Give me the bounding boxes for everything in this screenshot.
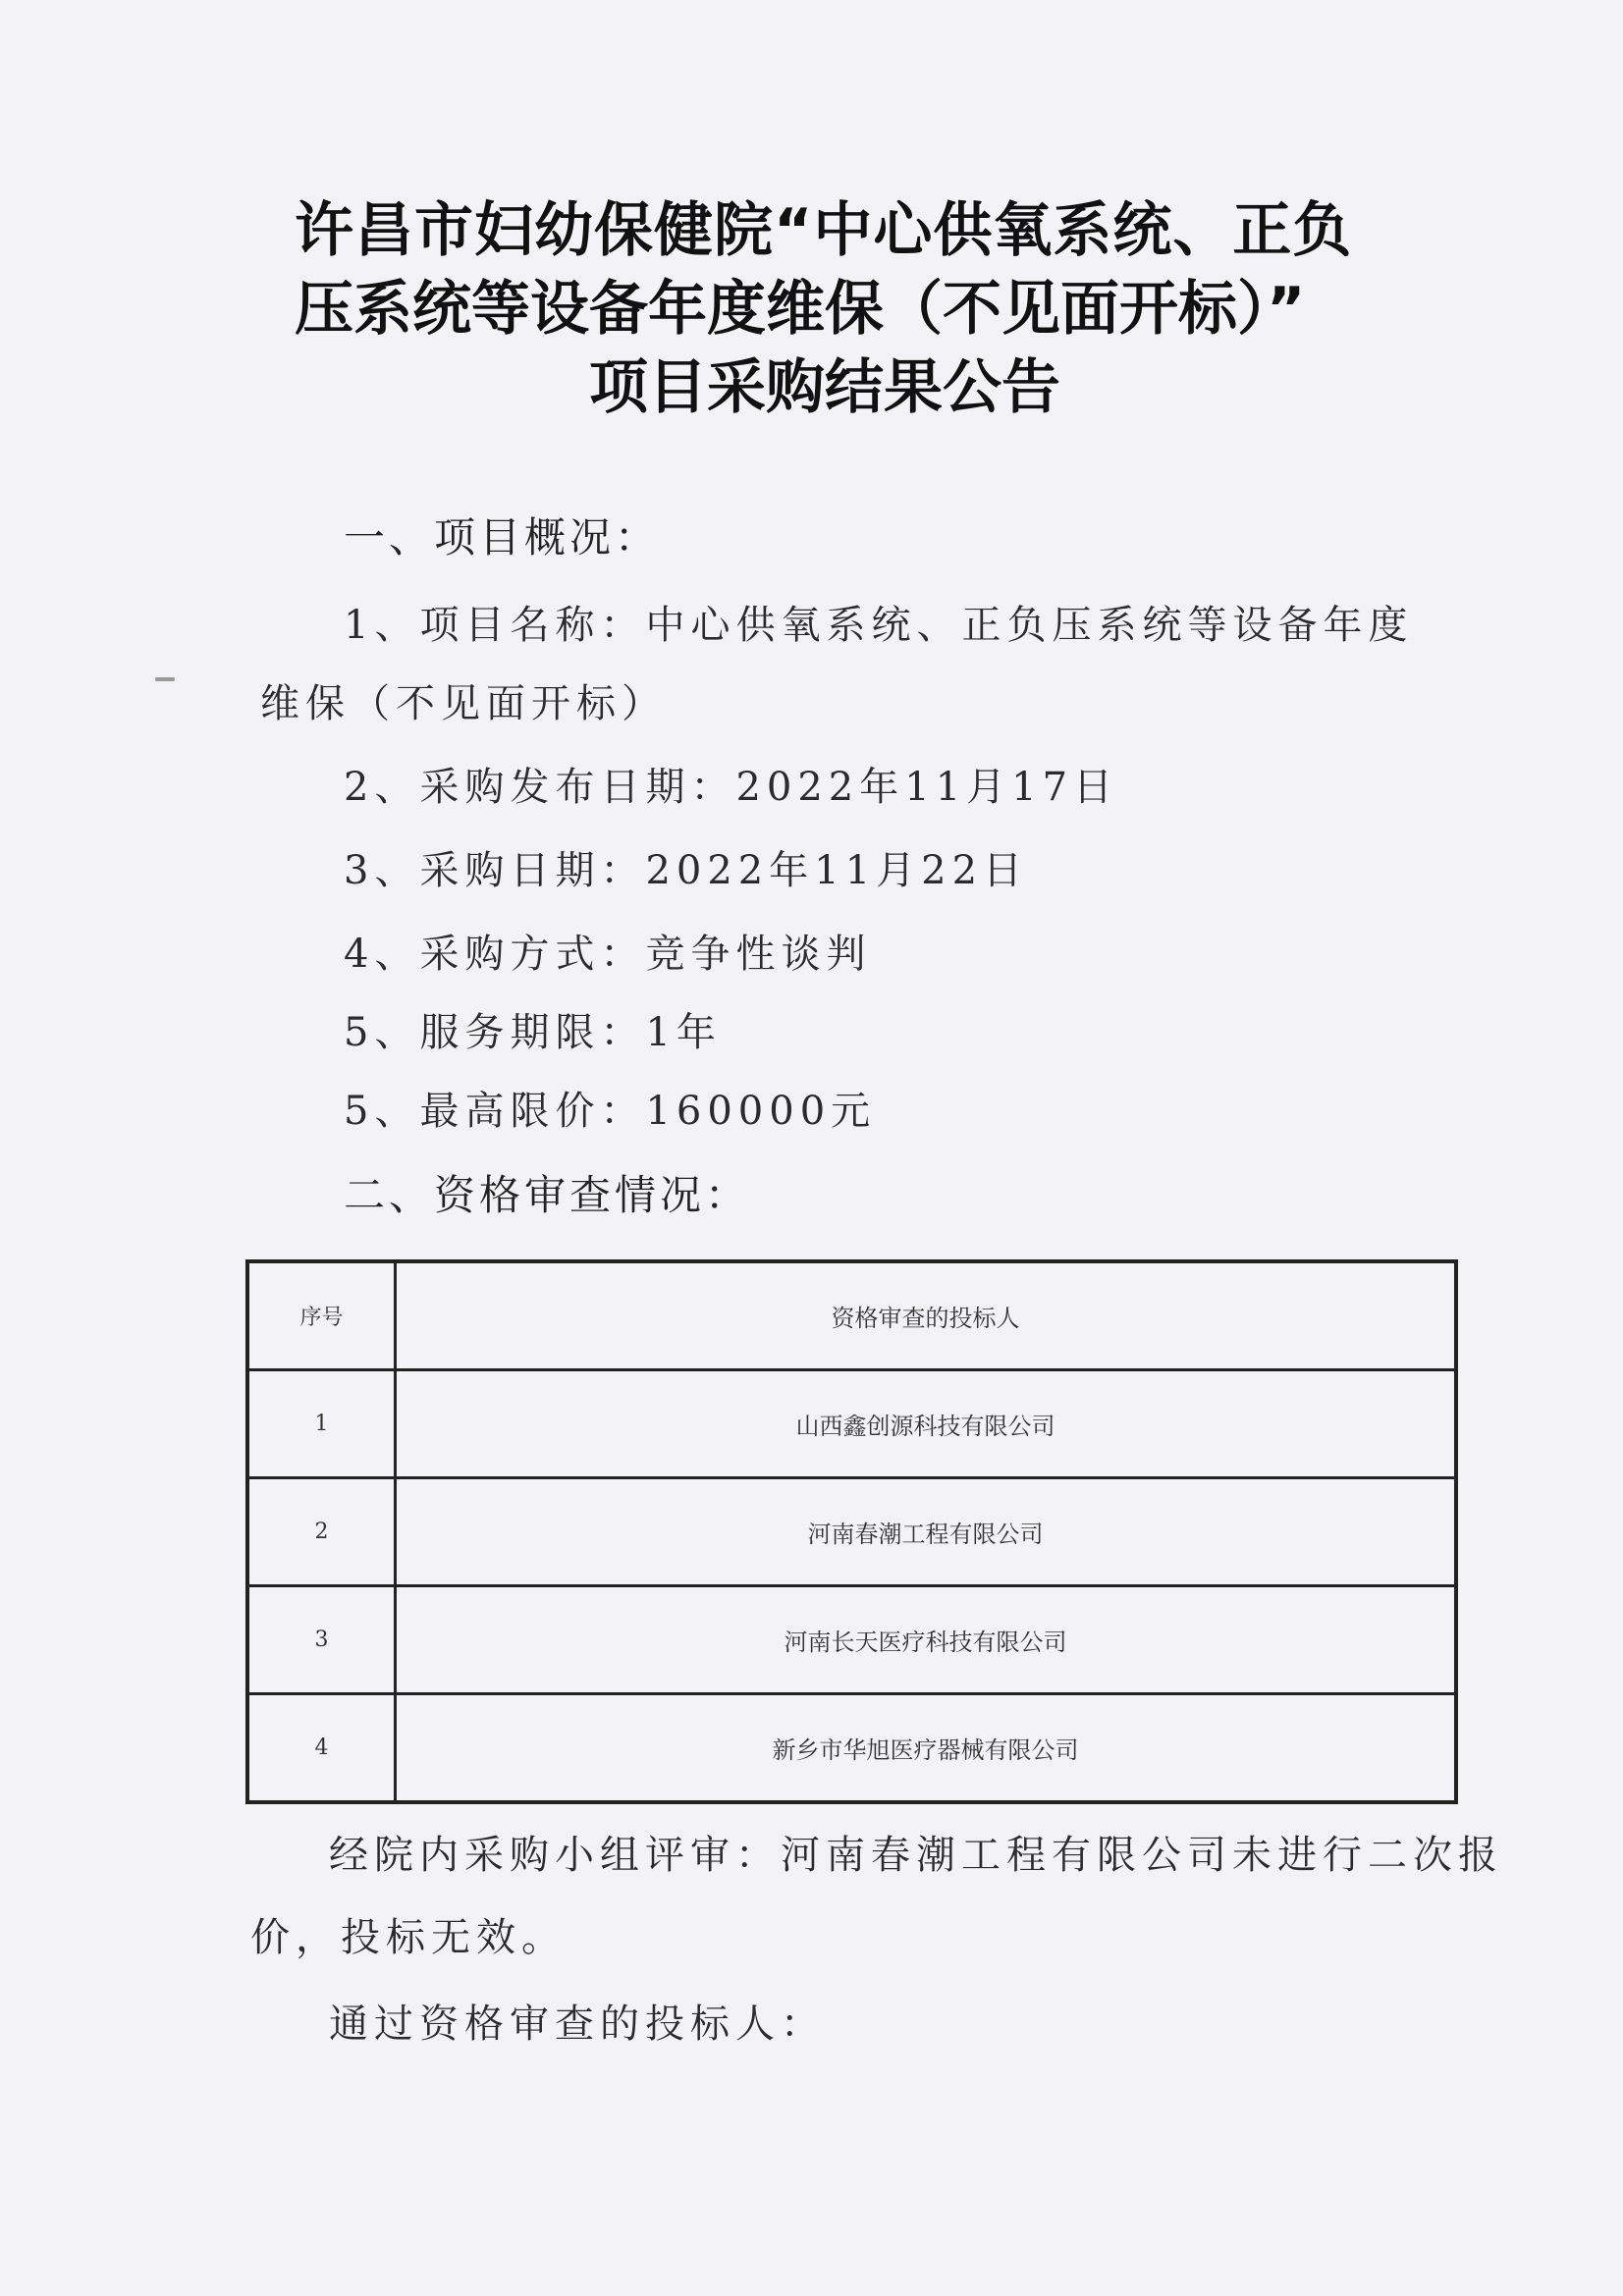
service-period: 5、服务期限：1年 bbox=[344, 1010, 722, 1055]
row-index: 4 bbox=[247, 1694, 396, 1803]
section-2-heading: 二、资格审查情况： bbox=[344, 1171, 751, 1219]
review-line-2: 价，投标无效。 bbox=[250, 1915, 567, 1960]
title-line-3: 项目采购结果公告 bbox=[589, 353, 1060, 422]
table-row bbox=[247, 1478, 1456, 1586]
row-bidder: 新乡市华旭医疗器械有限公司 bbox=[396, 1694, 1457, 1803]
max-price: 5、最高限价：160000元 bbox=[344, 1089, 877, 1134]
row-bidder: 河南春潮工程有限公司 bbox=[396, 1478, 1457, 1586]
row-bidder: 山西鑫创源科技有限公司 bbox=[396, 1370, 1457, 1478]
qualification-table bbox=[245, 1259, 1458, 1804]
section-1-heading: 一、项目概况： bbox=[344, 513, 661, 561]
scan-mark bbox=[155, 677, 175, 681]
row-bidder: 河南长天医疗科技有限公司 bbox=[396, 1586, 1457, 1694]
row-index: 1 bbox=[247, 1370, 396, 1478]
project-name-line-1: 1、项目名称：中心供氧系统、正负压系统等设备年度 bbox=[344, 603, 1414, 648]
title-line-2: 压系统等设备年度维保（不见面开标）” bbox=[295, 275, 1306, 344]
header-bidder: 资格审查的投标人 bbox=[396, 1261, 1457, 1370]
purchase-date: 3、采购日期：2022年11月22日 bbox=[344, 848, 1029, 893]
table-row bbox=[247, 1694, 1456, 1803]
purchase-method: 4、采购方式：竞争性谈判 bbox=[344, 932, 872, 977]
table-row bbox=[247, 1586, 1456, 1694]
header-index: 序号 bbox=[247, 1261, 396, 1370]
row-index: 2 bbox=[247, 1478, 396, 1586]
document-title bbox=[295, 191, 1394, 427]
row-index: 3 bbox=[247, 1586, 396, 1694]
title-line-1: 许昌市妇幼保健院“中心供氧系统、正负 bbox=[295, 196, 1353, 265]
project-name-line-2: 维保（不见面开标） bbox=[260, 681, 667, 726]
review-line-1: 经院内采购小组评审：河南春潮工程有限公司未进行二次报 bbox=[329, 1833, 1503, 1878]
publish-date: 2、采购发布日期：2022年11月17日 bbox=[344, 765, 1119, 810]
table-row bbox=[247, 1370, 1456, 1478]
passed-bidders-heading: 通过资格审查的投标人： bbox=[329, 2002, 826, 2047]
table-header-row bbox=[247, 1261, 1456, 1370]
